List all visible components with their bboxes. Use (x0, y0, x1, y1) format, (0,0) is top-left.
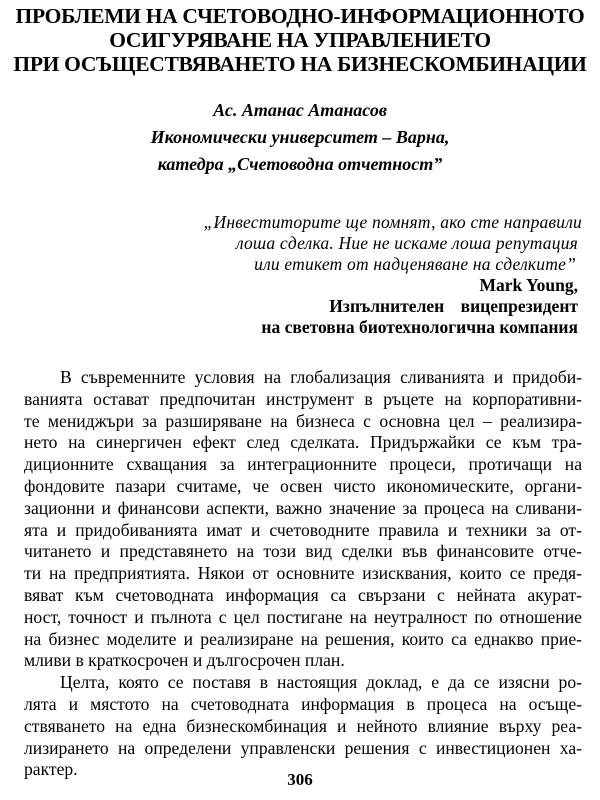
author-name: Ас. Атанас Атанасов (213, 100, 387, 120)
epigraph-quote-line: или етикет от надценяване на сделките” (254, 254, 576, 274)
body-line: мливи в краткосрочен и дългосрочен план. (24, 650, 345, 671)
body-line: диционните схващания за интеграционните процеси, протичащи на (24, 454, 582, 475)
title-line: ОСИГУРЯВАНЕ НА УПРАВЛЕНИЕТО (109, 28, 491, 52)
body-line: читането и представянето на този вид сделки във финансовите отче- (24, 541, 582, 562)
body-line: ванията остават предпочитан инструмент в ръцете на корпоративни- (24, 388, 582, 409)
epigraph-attribution-name: Mark Young, (479, 275, 578, 295)
epigraph-quote-line: „Инвеститорите ще помнят, ако сте направили (203, 212, 582, 232)
epigraph (203, 212, 582, 338)
body-line: лята и мястото на счетоводната информация в процеса на осъще- (24, 693, 582, 714)
body-paragraph (24, 367, 582, 672)
body-line: вяват към счетоводната информация са свързани с нейната акурат- (24, 584, 582, 605)
body-line: ти на предприятията. Някои от основните изисквания, които се предя- (24, 563, 582, 584)
page-number: 306 (287, 770, 313, 789)
epigraph-attribution-company: на световна биотехнологична компания (261, 317, 578, 337)
author-department: катедра „Счетоводна отчетност” (157, 154, 443, 174)
body-line: фондовите пазари считаме, че освен чисто икономическите, органи- (24, 475, 582, 496)
body-line: ност, точност и пълнота с цел постигане на неутралност по отношение (24, 606, 582, 627)
body-line: зационни и финансови аспекти, важно значение за процеса на сливани- (24, 497, 582, 518)
epigraph-attribution-title: Изпълнителен вицепрезидент (329, 296, 578, 316)
body-paragraph (24, 672, 582, 781)
body-line: В съвременните условия на глобализация сливанията и придоби- (60, 367, 582, 387)
title-line: ПРИ ОСЪЩЕСТВЯВАНЕТО НА БИЗНЕСКОМБИНАЦИИ (13, 52, 587, 76)
title-line: ПРОБЛЕМИ НА СЧЕТОВОДНО-ИНФОРМАЦИОННОТО (15, 4, 585, 28)
body-line: на бизнес моделите и реализиране на решения, които са еднакво прие- (24, 628, 582, 649)
body-line: те мениджъри за разширяване на бизнеса с основна цел – реализира- (24, 410, 582, 431)
author-affiliation: Икономически университет – Варна, (150, 127, 450, 147)
body-line: нето на синергичен ефект след сделката. Придържайки се към тра- (24, 432, 582, 453)
epigraph-quote-line: лоша сделка. Ние не искаме лоша репутация (235, 233, 578, 253)
body-text (24, 367, 582, 781)
body-line: лизирането на определени управленски решения с инвестиционен ха- (24, 737, 582, 758)
paper-title (0, 4, 600, 76)
body-line: ята и придобиванията имат и счетоводните правила и техники за от- (24, 519, 582, 540)
body-line: ствяването на една бизнескомбинация и нейното влияние върху реа- (24, 715, 582, 736)
author-block (0, 97, 600, 178)
body-line: Целта, която се поставя в настоящия доклад, е да се изясни ро- (60, 672, 582, 693)
body-line: рактер. (24, 759, 78, 780)
